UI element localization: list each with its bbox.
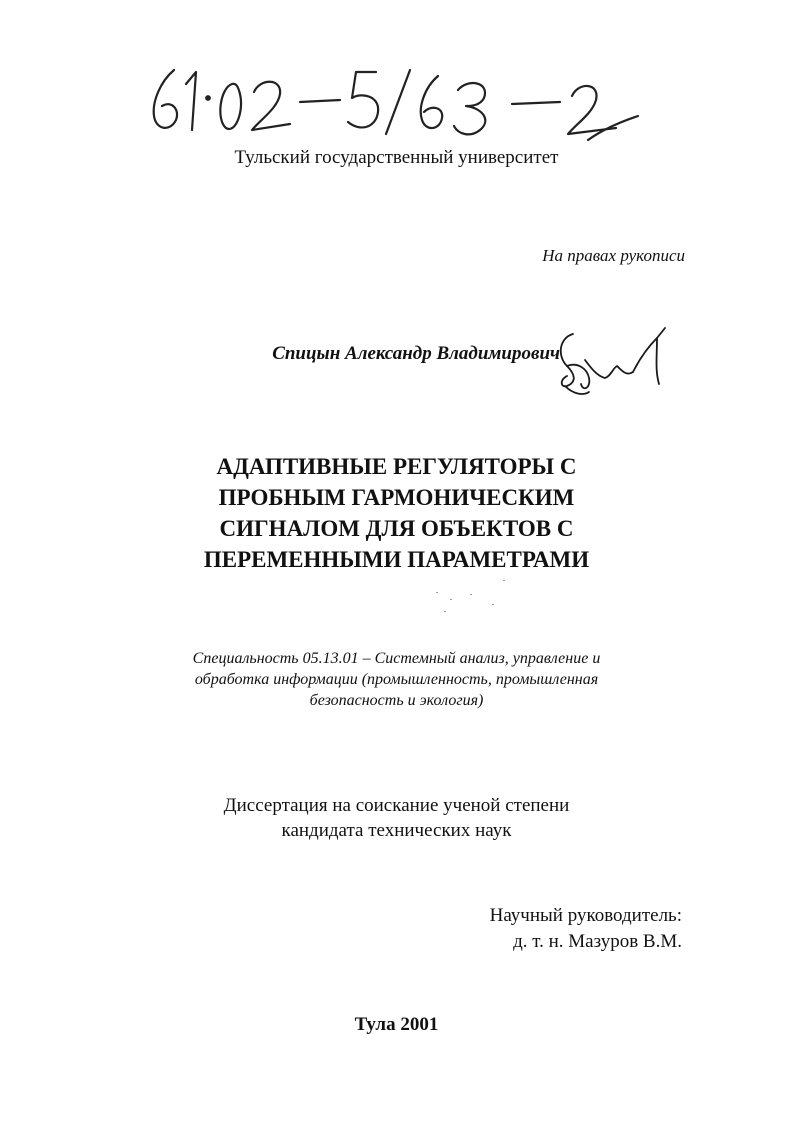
university-name: Тульский государственный университет bbox=[234, 147, 559, 168]
title-line: АДАПТИВНЫЕ РЕГУЛЯТОРЫ С bbox=[216, 454, 577, 479]
specialty-line: безопасность и экология) bbox=[309, 692, 484, 709]
degree-line: Диссертация на соискание ученой степени bbox=[223, 795, 570, 816]
handwritten-catalog-number bbox=[140, 50, 640, 150]
city-year: Тула 2001 bbox=[354, 1014, 439, 1035]
title-line: СИГНАЛОМ ДЛЯ ОБЪЕКТОВ С bbox=[219, 516, 574, 541]
specialty-line: Специальность 05.13.01 – Системный анализ, управление и bbox=[192, 650, 601, 667]
rights-note: На правах рукописи bbox=[542, 246, 685, 265]
degree-line: кандидата технических наук bbox=[281, 820, 512, 841]
scan-speckle bbox=[444, 611, 446, 612]
specialty bbox=[0, 648, 793, 711]
author-name: Спицын Александр Владимирович bbox=[272, 343, 560, 364]
scan-speckle bbox=[450, 599, 452, 600]
supervisor-block bbox=[400, 903, 682, 955]
scan-speckle bbox=[436, 592, 438, 593]
title-line: ПЕРЕМЕННЫМИ ПАРАМЕТРАМИ bbox=[203, 547, 590, 572]
scan-speckle bbox=[503, 580, 505, 581]
supervisor-name: д. т. н. Мазуров В.М. bbox=[513, 931, 682, 952]
dissertation-title bbox=[0, 451, 793, 575]
specialty-line: обработка информации (промышленность, промышленная bbox=[194, 671, 599, 688]
degree-statement bbox=[0, 793, 793, 843]
scan-speckle bbox=[470, 594, 472, 595]
supervisor-role: Научный руководитель: bbox=[489, 905, 682, 926]
title-line: ПРОБНЫМ ГАРМОНИЧЕСКИМ bbox=[218, 485, 575, 510]
scan-speckle bbox=[492, 604, 494, 605]
signature bbox=[553, 316, 683, 406]
